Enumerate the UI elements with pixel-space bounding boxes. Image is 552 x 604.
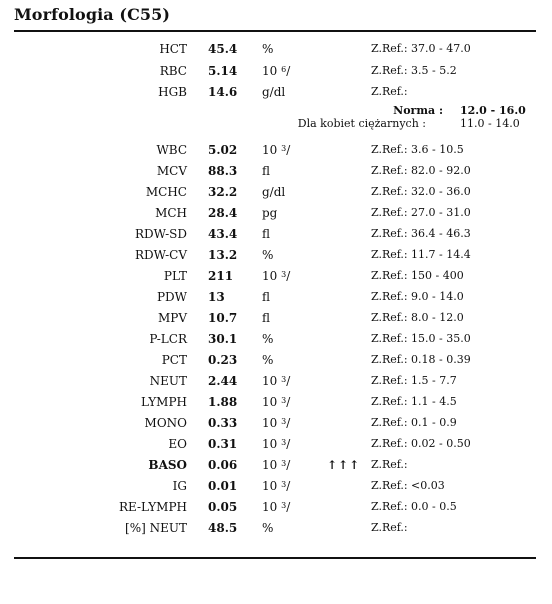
unit-tail: / [286,500,291,514]
test-unit [262,85,285,99]
test-value: 32.2 [208,185,238,199]
test-unit [262,521,273,535]
unit-base: g/dl [262,85,286,99]
ref-label: Z.Ref.: [371,437,408,450]
hgb-pregnant-label: Dla kobiet ciężarnych : [297,117,426,130]
unit-base: 10 [262,437,278,451]
test-value: 45.4 [208,42,238,56]
test-name: MCHC [145,185,187,199]
unit-tail: / [286,458,291,472]
unit-base: 10 [262,500,278,514]
test-unit [262,290,270,304]
test-name: RE-LYMPH [118,500,187,514]
ref-label: Z.Ref.: [371,395,408,408]
unit-base: pg [262,206,278,220]
footer-divider [14,557,536,559]
result-row [0,374,552,395]
unit-base: 10 [262,374,278,388]
test-name: P-LCR [149,332,187,346]
unit-base: g/dl [262,185,286,199]
unit-base: 10 [262,64,278,78]
test-value: 30.1 [208,332,238,346]
unit-base: % [262,353,274,367]
test-unit [262,64,290,80]
unit-base: 10 [262,395,278,409]
test-unit [262,374,290,390]
result-row [0,521,552,542]
unit-base: fl [262,164,271,178]
result-row [0,500,552,521]
ref-label: Z.Ref.: [371,332,408,345]
ref-range: 11.7 - 14.4 [411,248,471,261]
test-name: RDW-SD [134,227,187,241]
hgb-pregnant-range: 11.0 - 14.0 [460,117,520,130]
test-name: IG [172,479,187,493]
ref-label: Z.Ref.: [371,521,408,534]
test-unit [262,479,290,495]
unit-tail: / [286,479,291,493]
test-name: MCV [156,164,187,178]
ref-range: 0.0 - 0.5 [411,500,457,513]
unit-exponent: 3 [281,480,287,489]
test-name: BASO [148,458,187,472]
unit-tail: / [286,416,291,430]
unit-exponent: 3 [281,501,287,510]
unit-tail: / [286,395,291,409]
result-row [0,42,552,63]
test-name: PDW [156,290,187,304]
test-value: 10.7 [208,311,238,325]
result-row [0,227,552,248]
result-row [0,353,552,374]
test-name: MONO [144,416,187,430]
ref-range: 37.0 - 47.0 [411,42,471,55]
test-unit [262,248,273,262]
ref-label: Z.Ref.: [371,479,408,492]
ref-label: Z.Ref.: [371,311,408,324]
test-name: PLT [163,269,187,283]
test-value: 0.31 [208,437,238,451]
ref-range: 36.4 - 46.3 [411,227,471,240]
result-row [0,85,552,106]
ref-range: 3.5 - 5.2 [411,64,457,77]
ref-range: 150 - 400 [411,269,464,282]
ref-range: 15.0 - 35.0 [411,332,471,345]
ref-label: Z.Ref.: [371,185,408,198]
test-name: RDW-CV [134,248,187,262]
unit-base: fl [262,227,271,241]
ref-range: 0.02 - 0.50 [411,437,471,450]
unit-tail: / [286,374,291,388]
ref-label: Z.Ref.: [371,164,408,177]
result-row [0,269,552,290]
unit-exponent: 3 [281,144,287,153]
test-unit [262,437,290,453]
ref-label: Z.Ref.: [371,227,408,240]
result-row [0,416,552,437]
unit-tail: / [286,143,291,157]
unit-exponent: 3 [281,417,287,426]
abnormal-flag-icon: ↑↑↑ [327,458,361,472]
test-value: 0.06 [208,458,238,472]
test-unit [262,332,273,346]
unit-base: % [262,332,274,346]
test-unit [262,206,277,220]
test-unit [262,227,270,241]
result-row [0,143,552,164]
test-name: EO [168,437,187,451]
test-unit [262,143,290,159]
test-unit [262,311,270,325]
test-unit [262,185,285,199]
header-divider [14,30,536,32]
page-title: Morfologia (C55) [14,5,171,24]
hgb-norma-label: Norma : [393,104,443,117]
unit-tail: / [286,437,291,451]
ref-label: Z.Ref.: [371,64,408,77]
unit-tail: / [286,269,291,283]
test-name: HGB [158,85,187,99]
ref-label: Z.Ref.: [371,416,408,429]
ref-label: Z.Ref.: [371,269,408,282]
result-row [0,64,552,85]
test-name: PCT [161,353,187,367]
unit-base: 10 [262,416,278,430]
test-unit [262,416,290,432]
test-value: 43.4 [208,227,238,241]
ref-label: Z.Ref.: [371,290,408,303]
ref-label: Z.Ref.: [371,85,408,98]
ref-label: Z.Ref.: [371,374,408,387]
ref-range: 82.0 - 92.0 [411,164,471,177]
test-value: 0.23 [208,353,238,367]
result-row [0,290,552,311]
unit-tail: / [286,64,291,78]
test-unit [262,353,273,367]
unit-base: 10 [262,458,278,472]
test-value: 5.14 [208,64,238,78]
unit-base: fl [262,290,271,304]
test-name: RBC [159,64,187,78]
test-value: 5.02 [208,143,238,157]
test-value: 0.05 [208,500,238,514]
test-unit [262,458,290,474]
ref-label: Z.Ref.: [371,353,408,366]
result-row [0,185,552,206]
unit-exponent: 6 [281,65,287,74]
test-name: LYMPH [141,395,187,409]
unit-exponent: 3 [281,396,287,405]
result-row [0,248,552,269]
result-row [0,332,552,353]
hgb-norma-range: 12.0 - 16.0 [460,104,526,117]
result-row [0,395,552,416]
test-unit [262,42,273,56]
test-value: 211 [208,269,234,283]
test-name: WBC [156,143,187,157]
test-unit [262,269,290,285]
unit-base: fl [262,311,271,325]
ref-range: 0.1 - 0.9 [411,416,457,429]
test-value: 13 [208,290,225,304]
unit-base: % [262,42,274,56]
ref-range: 8.0 - 12.0 [411,311,464,324]
ref-label: Z.Ref.: [371,248,408,261]
ref-range: 9.0 - 14.0 [411,290,464,303]
unit-exponent: 3 [281,375,287,384]
result-row [0,437,552,458]
unit-base: 10 [262,269,278,283]
result-row [0,311,552,332]
test-name: HCT [159,42,187,56]
test-name: NEUT [149,374,187,388]
test-unit [262,500,290,516]
ref-range: 1.5 - 7.7 [411,374,457,387]
test-value: 14.6 [208,85,238,99]
test-name: [%] NEUT [125,521,187,535]
test-unit [262,395,290,411]
unit-exponent: 3 [281,459,287,468]
unit-base: 10 [262,479,278,493]
unit-exponent: 3 [281,438,287,447]
test-value: 1.88 [208,395,238,409]
ref-range: 32.0 - 36.0 [411,185,471,198]
ref-label: Z.Ref.: [371,206,408,219]
test-value: 13.2 [208,248,238,262]
test-value: 0.01 [208,479,238,493]
ref-label: Z.Ref.: [371,458,408,471]
unit-base: % [262,521,274,535]
test-value: 2.44 [208,374,238,388]
result-row [0,458,552,479]
result-row [0,479,552,500]
unit-base: % [262,248,274,262]
ref-range: <0.03 [411,479,445,492]
test-name: MPV [157,311,187,325]
test-name: MCH [155,206,187,220]
ref-range: 3.6 - 10.5 [411,143,464,156]
ref-range: 1.1 - 4.5 [411,395,457,408]
ref-label: Z.Ref.: [371,143,408,156]
ref-label: Z.Ref.: [371,42,408,55]
unit-exponent: 3 [281,270,287,279]
test-value: 0.33 [208,416,238,430]
result-row [0,206,552,227]
unit-base: 10 [262,143,278,157]
test-value: 88.3 [208,164,238,178]
result-row [0,164,552,185]
test-value: 28.4 [208,206,238,220]
test-unit [262,164,270,178]
ref-range: 27.0 - 31.0 [411,206,471,219]
test-value: 48.5 [208,521,238,535]
ref-range: 0.18 - 0.39 [411,353,471,366]
ref-label: Z.Ref.: [371,500,408,513]
